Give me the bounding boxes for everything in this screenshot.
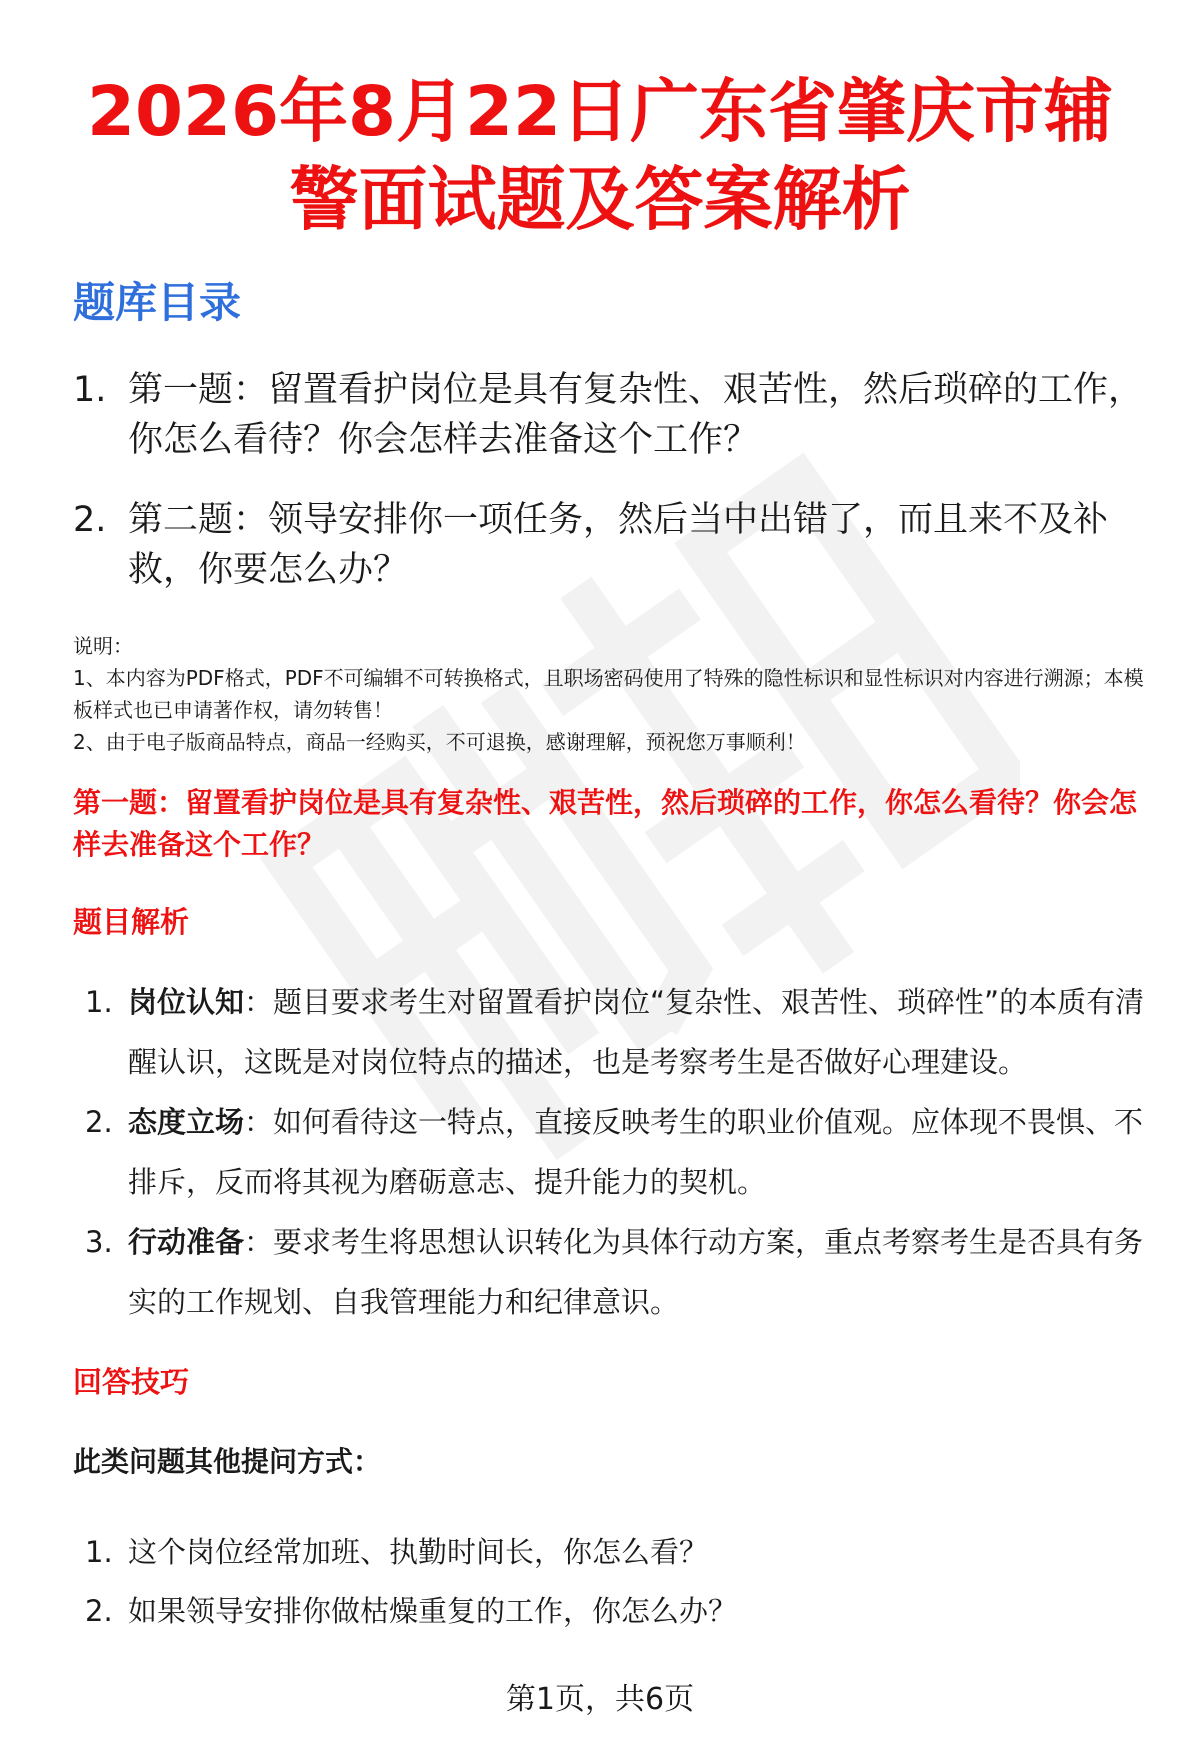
toc-item-number: 1. xyxy=(73,370,107,410)
note-line-1: 1、本内容为PDF格式，PDF不可编辑不可转换格式，且职场密码使用了特殊的隐性标识和显性标识对内容进行溯源；本模板样式也已申请著作权，请勿转售！ xyxy=(73,666,1144,722)
analysis-list xyxy=(73,972,1153,1332)
analysis-item-number: 2. xyxy=(85,1105,113,1139)
analysis-item-term: 岗位认知 xyxy=(128,985,245,1019)
analysis-item-text: ：题目要求考生对留置看护岗位“复杂性、艰苦性、琐碎性”的本质有清醒认识，这既是对岗位特点的描述，也是考察考生是否做好心理建设。 xyxy=(128,985,1145,1079)
tips-heading: 回答技巧 xyxy=(73,1365,190,1399)
page-title: 2026年8月22日广东省肇庆市辅警面试题及答案解析 xyxy=(86,72,1114,240)
question-1-heading: 第一题：留置看护岗位是具有复杂性、艰苦性，然后琐碎的工作，你怎么看待？你会怎样去准备这个工作？ xyxy=(73,786,1138,861)
other-questions-heading: 此类问题其他提问方式： xyxy=(73,1445,382,1478)
other-questions-list xyxy=(73,1523,1153,1641)
page-footer: 第1页，共6页 xyxy=(505,1682,695,1717)
disclaimer-note xyxy=(73,630,1163,758)
toc-heading: 题库目录 xyxy=(73,278,242,327)
analysis-item xyxy=(73,972,1153,1092)
other-question-number: 1. xyxy=(85,1535,113,1569)
other-question-text: 这个岗位经常加班、执勤时间长，你怎么看？ xyxy=(128,1535,709,1569)
other-question-item xyxy=(73,1582,1153,1641)
analysis-item-text: ：如何看待这一特点，直接反映考生的职业价值观。应体现不畏惧、不排斥，反而将其视为磨砺意志、提升能力的契机。 xyxy=(128,1105,1144,1199)
other-question-number: 2. xyxy=(85,1594,113,1628)
toc-list xyxy=(73,365,1143,625)
note-line-2: 2、由于电子版商品特点，商品一经购买，不可退换，感谢理解，预祝您万事顺利！ xyxy=(73,730,806,754)
analysis-item-term: 行动准备 xyxy=(128,1225,245,1259)
analysis-item-number: 3. xyxy=(85,1225,113,1259)
note-label: 说明： xyxy=(73,634,133,658)
analysis-item-number: 1. xyxy=(85,985,113,1019)
analysis-heading: 题目解析 xyxy=(73,905,190,939)
other-question-item xyxy=(73,1523,1153,1582)
toc-item-number: 2. xyxy=(73,500,107,540)
toc-item-text: 第二题：领导安排你一项任务，然后当中出错了，而且来不及补救，你要怎么办？ xyxy=(128,500,1109,590)
toc-item[interactable] xyxy=(73,495,1143,595)
toc-item-text: 第一题：留置看护岗位是具有复杂性、艰苦性，然后琐碎的工作，你怎么看待？你会怎样去准备这个工作？ xyxy=(128,370,1144,460)
other-question-text: 如果领导安排你做枯燥重复的工作，你怎么办？ xyxy=(128,1594,738,1628)
analysis-item xyxy=(73,1092,1153,1212)
analysis-item-text: ：要求考生将思想认识转化为具体行动方案，重点考察考生是否具有务实的工作规划、自我管理能力和纪律意识。 xyxy=(128,1225,1144,1319)
analysis-item xyxy=(73,1212,1153,1332)
toc-item[interactable] xyxy=(73,365,1143,465)
analysis-item-term: 态度立场 xyxy=(128,1105,245,1139)
